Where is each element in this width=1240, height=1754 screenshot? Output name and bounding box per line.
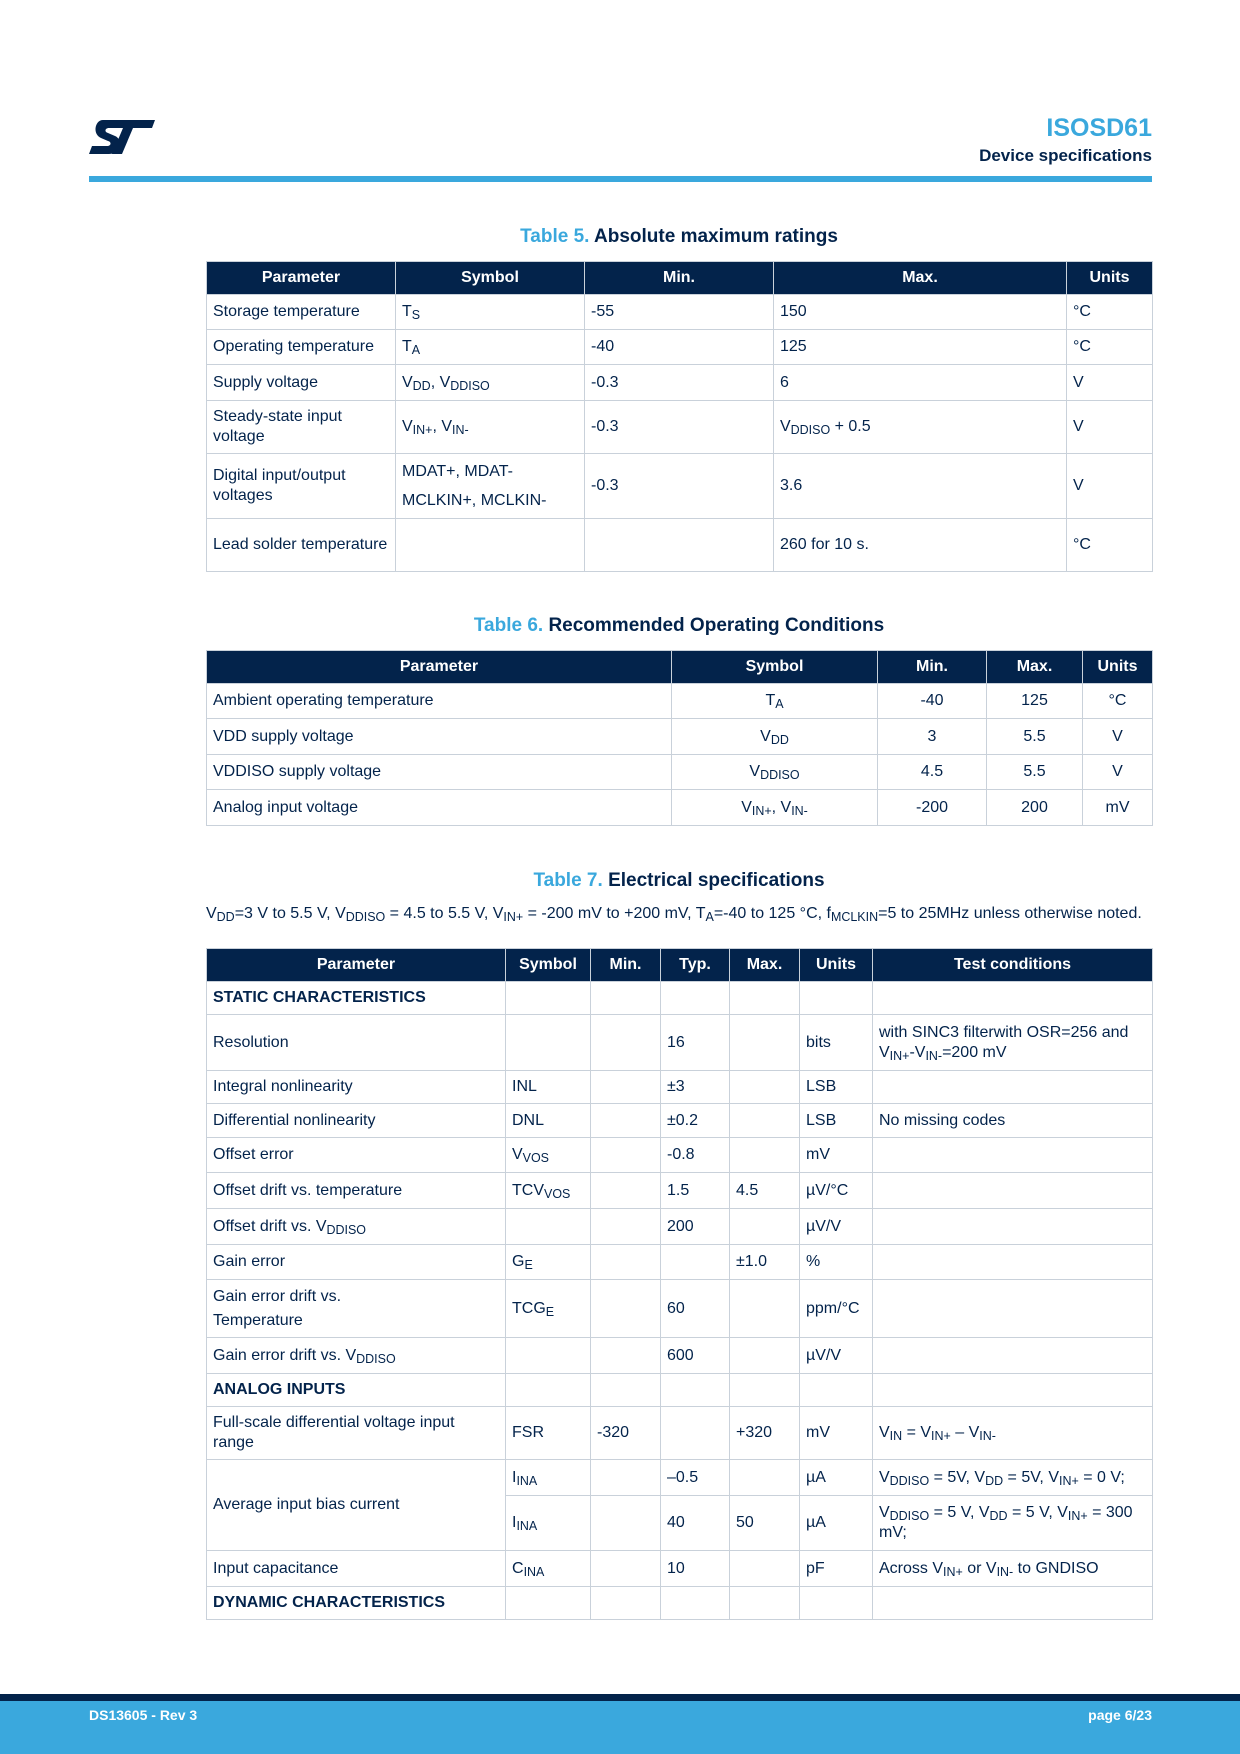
test-conditions-cell — [873, 1280, 1153, 1338]
units-cell: °C — [1067, 330, 1153, 365]
page-number: page 6/23 — [1088, 1707, 1152, 1723]
parameter-cell: Digital input/output voltages — [207, 454, 396, 519]
min-cell: -0.3 — [585, 365, 774, 401]
units-cell: V — [1083, 719, 1153, 755]
max-cell: +320 — [730, 1407, 800, 1460]
units-cell: V — [1083, 755, 1153, 790]
max-cell: 6 — [774, 365, 1067, 401]
min-cell: -0.3 — [585, 454, 774, 519]
max-cell: 3.6 — [774, 454, 1067, 519]
min-cell — [591, 1071, 661, 1104]
parameter-cell: Operating temperature — [207, 330, 396, 365]
test-conditions-cell: $V_{DDISO} = 5V$, $V_{DD} = 5V$, $V_{IN+} = 0$ V; — [873, 1460, 1153, 1496]
units-cell: µV/V — [800, 1209, 873, 1245]
parameter-cell: Ambient operating temperature — [207, 684, 672, 719]
max-cell — [730, 1104, 800, 1138]
min-cell: 3 — [878, 719, 987, 755]
max-cell: 5.5 — [987, 719, 1083, 755]
max-cell — [730, 1551, 800, 1587]
parameter-cell: Offset drift vs. $V_{DDISO}$ — [207, 1209, 506, 1245]
section-title: Device specifications — [979, 146, 1152, 165]
table6-recommended-operating-conditions — [206, 650, 1153, 826]
typ-cell: 10 — [661, 1551, 730, 1587]
header-divider — [89, 176, 1152, 182]
typ-cell: ±0.2 — [661, 1104, 730, 1138]
max-cell — [730, 1015, 800, 1071]
symbol-cell: $G_E$ — [506, 1245, 591, 1280]
test-conditions-cell — [873, 1138, 1153, 1173]
table-row — [207, 755, 1153, 790]
min-cell — [591, 1173, 661, 1209]
units-cell: LSB — [800, 1071, 873, 1104]
table6-title: Recommended Operating Conditions — [548, 615, 885, 636]
units-cell: V — [1067, 365, 1153, 401]
table-row — [207, 1245, 1153, 1280]
symbol-cell: $V_{IN+}$, $V_{IN-}$ — [396, 401, 585, 454]
test-conditions-cell — [873, 1338, 1153, 1374]
table-row — [207, 1460, 1153, 1496]
units-cell: µV/V — [800, 1338, 873, 1374]
parameter-cell: Supply voltage — [207, 365, 396, 401]
symbol-cell: INL — [506, 1071, 591, 1104]
max-cell — [730, 1280, 800, 1338]
table7-title: Electrical specifications — [608, 870, 825, 891]
units-cell: µA — [800, 1460, 873, 1496]
test-conditions-cell: with SINC3 filterwith OSR=256 and $V_{IN+}-V_{IN-}=200$ mV — [873, 1015, 1153, 1071]
table5-title: Absolute maximum ratings — [594, 226, 838, 247]
table-header-row — [207, 949, 1153, 982]
units-cell: µA — [800, 1496, 873, 1551]
parameter-cell: Average input bias current — [207, 1460, 506, 1551]
parameter-cell: Differential nonlinearity — [207, 1104, 506, 1138]
column-header: Max. — [774, 262, 1067, 295]
parameter-cell: Steady-state input voltage — [207, 401, 396, 454]
parameter-cell: Resolution — [207, 1015, 506, 1071]
symbol-cell — [506, 1338, 591, 1374]
section-row — [207, 1374, 1153, 1407]
table-row — [207, 295, 1153, 330]
units-cell: V — [1067, 401, 1153, 454]
column-header: Symbol — [506, 949, 591, 982]
max-cell: 150 — [774, 295, 1067, 330]
symbol-cell: $I_{INA}$ — [506, 1496, 591, 1551]
table-row — [207, 1280, 1153, 1338]
typ-cell: 60 — [661, 1280, 730, 1338]
parameter-cell: Storage temperature — [207, 295, 396, 330]
symbol-cell: $T_S$ — [396, 295, 585, 330]
table-row — [207, 454, 1153, 519]
units-cell: mV — [1083, 790, 1153, 826]
symbol-cell: DNL — [506, 1104, 591, 1138]
max-cell: ±1.0 — [730, 1245, 800, 1280]
table-row — [207, 330, 1153, 365]
section-heading: STATIC CHARACTERISTICS — [207, 982, 506, 1015]
symbol-cell: $TCG_E$ — [506, 1280, 591, 1338]
symbol-cell: $T_A$ — [396, 330, 585, 365]
typ-cell: 16 — [661, 1015, 730, 1071]
min-cell — [591, 1104, 661, 1138]
symbol-cell: $T_A$ — [672, 684, 878, 719]
test-conditions-cell — [873, 1071, 1153, 1104]
symbol-cell: $V_{DDISO}$ — [672, 755, 878, 790]
parameter-cell: Analog input voltage — [207, 790, 672, 826]
min-cell — [591, 1245, 661, 1280]
table7-conditions-note: $V_{DD}=3$ V to 5.5 V, $V_{DDISO} = 4.5$ to 5.5 V, $V_{IN+} = -200$ mV to +200 mV, $T_A=-40$ to 125 °C, $f_{MCLKIN}=5$ to 25MHz unless otherwise noted. — [206, 905, 1142, 925]
parameter-cell: Gain error drift vs. $V_{DDISO}$ — [207, 1338, 506, 1374]
column-header: Units — [800, 949, 873, 982]
table-row — [207, 401, 1153, 454]
column-header: Parameter — [207, 262, 396, 295]
symbol-cell: MDAT+, MDAT- MCLKIN+, MCLKIN- — [396, 454, 585, 519]
section-row — [207, 1587, 1153, 1620]
max-cell: 5.5 — [987, 755, 1083, 790]
parameter-cell: Full-scale differential voltage input range — [207, 1407, 506, 1460]
column-header: Symbol — [672, 651, 878, 684]
column-header: Min. — [591, 949, 661, 982]
max-cell — [730, 1071, 800, 1104]
typ-cell — [661, 1407, 730, 1460]
column-header: Min. — [585, 262, 774, 295]
table-row — [207, 1173, 1153, 1209]
symbol-cell: $TCV_{VOS}$ — [506, 1173, 591, 1209]
min-cell: -40 — [878, 684, 987, 719]
column-header: Min. — [878, 651, 987, 684]
min-cell — [591, 1138, 661, 1173]
typ-cell: -0.8 — [661, 1138, 730, 1173]
symbol-cell: $V_{DD}$ — [672, 719, 878, 755]
column-header: Units — [1083, 651, 1153, 684]
table-row — [207, 719, 1153, 755]
min-cell — [591, 1496, 661, 1551]
symbol-cell: $V_{VOS}$ — [506, 1138, 591, 1173]
units-cell: °C — [1067, 295, 1153, 330]
typ-cell: 1.5 — [661, 1173, 730, 1209]
table-row — [207, 1015, 1153, 1071]
section-row — [207, 982, 1153, 1015]
document-revision: DS13605 - Rev 3 — [89, 1707, 198, 1723]
min-cell — [591, 1280, 661, 1338]
footer-divider — [0, 1694, 1240, 1701]
section-heading: ANALOG INPUTS — [207, 1374, 506, 1407]
symbol-cell: $V_{DD}$, $V_{DDISO}$ — [396, 365, 585, 401]
max-cell: 50 — [730, 1496, 800, 1551]
units-cell: pF — [800, 1551, 873, 1587]
max-cell: 4.5 — [730, 1173, 800, 1209]
table-row — [207, 790, 1153, 826]
column-header: Symbol — [396, 262, 585, 295]
units-cell: °C — [1067, 519, 1153, 572]
table-row — [207, 1338, 1153, 1374]
column-header: Max. — [987, 651, 1083, 684]
symbol-cell — [506, 1209, 591, 1245]
max-cell: 125 — [987, 684, 1083, 719]
symbol-cell — [506, 1015, 591, 1071]
table-row — [207, 519, 1153, 572]
symbol-cell: $C_{INA}$ — [506, 1551, 591, 1587]
min-cell — [591, 1551, 661, 1587]
column-header: Parameter — [207, 949, 506, 982]
symbol-cell: $V_{IN+}$, $V_{IN-}$ — [672, 790, 878, 826]
min-cell: 4.5 — [878, 755, 987, 790]
min-cell: -40 — [585, 330, 774, 365]
column-header: Typ. — [661, 949, 730, 982]
parameter-cell: Lead solder temperature — [207, 519, 396, 572]
parameter-cell: VDD supply voltage — [207, 719, 672, 755]
table6-number: Table 6. — [473, 615, 544, 636]
symbol-cell: $I_{INA}$ — [506, 1460, 591, 1496]
table-header-row — [207, 651, 1153, 684]
column-header: Max. — [730, 949, 800, 982]
test-conditions-cell: No missing codes — [873, 1104, 1153, 1138]
table7-caption — [206, 870, 1152, 892]
column-header: Test conditions — [873, 949, 1153, 982]
test-conditions-cell — [873, 1209, 1153, 1245]
table-row — [207, 1071, 1153, 1104]
test-conditions-cell — [873, 1173, 1153, 1209]
st-logo-icon — [89, 118, 157, 156]
min-cell — [591, 1460, 661, 1496]
units-cell: mV — [800, 1407, 873, 1460]
table-row — [207, 1209, 1153, 1245]
typ-cell — [661, 1245, 730, 1280]
table7-number: Table 7. — [533, 870, 603, 891]
table-header-row — [207, 262, 1153, 295]
units-cell: % — [800, 1245, 873, 1280]
max-cell — [730, 1338, 800, 1374]
min-cell — [591, 1338, 661, 1374]
symbol-cell — [396, 519, 585, 572]
units-cell: LSB — [800, 1104, 873, 1138]
typ-cell: 600 — [661, 1338, 730, 1374]
table-row — [207, 1551, 1153, 1587]
units-cell: °C — [1083, 684, 1153, 719]
column-header: Units — [1067, 262, 1153, 295]
page-header — [89, 110, 1152, 182]
min-cell — [585, 519, 774, 572]
table7-electrical-specifications — [206, 948, 1153, 1620]
units-cell: mV — [800, 1138, 873, 1173]
parameter-cell: Gain error drift vs. Temperature — [207, 1280, 506, 1338]
table6-caption — [206, 615, 1152, 637]
table-row — [207, 1104, 1153, 1138]
max-cell — [730, 1138, 800, 1173]
test-conditions-cell — [873, 1245, 1153, 1280]
typ-cell: ±3 — [661, 1071, 730, 1104]
max-cell — [730, 1460, 800, 1496]
parameter-cell: VDDISO supply voltage — [207, 755, 672, 790]
units-cell: bits — [800, 1015, 873, 1071]
min-cell: -0.3 — [585, 401, 774, 454]
table5-absolute-max-ratings — [206, 261, 1153, 572]
min-cell: -200 — [878, 790, 987, 826]
document-title: ISOSD61 — [1046, 114, 1152, 142]
min-cell: -55 — [585, 295, 774, 330]
table-row — [207, 1407, 1153, 1460]
min-cell — [591, 1209, 661, 1245]
section-heading: DYNAMIC CHARACTERISTICS — [207, 1587, 506, 1620]
units-cell: ppm/°C — [800, 1280, 873, 1338]
max-cell: 200 — [987, 790, 1083, 826]
column-header: Parameter — [207, 651, 672, 684]
parameter-cell: Offset drift vs. temperature — [207, 1173, 506, 1209]
max-cell: 125 — [774, 330, 1067, 365]
parameter-cell: Offset error — [207, 1138, 506, 1173]
table-row — [207, 684, 1153, 719]
units-cell: V — [1067, 454, 1153, 519]
max-cell: 260 for 10 s. — [774, 519, 1067, 572]
test-conditions-cell: $V_{DDISO} = 5$ V, $V_{DD} = 5$ V, $V_{IN+} = 300$ mV; — [873, 1496, 1153, 1551]
typ-cell: 200 — [661, 1209, 730, 1245]
max-cell — [730, 1209, 800, 1245]
test-conditions-cell: $V_{IN} = V_{IN+} - V_{IN-}$ — [873, 1407, 1153, 1460]
table5-caption — [206, 226, 1152, 248]
typ-cell: 40 — [661, 1496, 730, 1551]
units-cell: µV/°C — [800, 1173, 873, 1209]
parameter-cell: Integral nonlinearity — [207, 1071, 506, 1104]
min-cell: -320 — [591, 1407, 661, 1460]
parameter-cell: Input capacitance — [207, 1551, 506, 1587]
parameter-cell: Gain error — [207, 1245, 506, 1280]
symbol-cell: FSR — [506, 1407, 591, 1460]
max-cell: $V_{DDISO} + 0.5$ — [774, 401, 1067, 454]
table-row — [207, 365, 1153, 401]
table-row — [207, 1138, 1153, 1173]
typ-cell: –0.5 — [661, 1460, 730, 1496]
table5-number: Table 5. — [520, 226, 590, 247]
min-cell — [591, 1015, 661, 1071]
test-conditions-cell: Across $V_{IN+}$ or $V_{IN-}$ to GNDISO — [873, 1551, 1153, 1587]
